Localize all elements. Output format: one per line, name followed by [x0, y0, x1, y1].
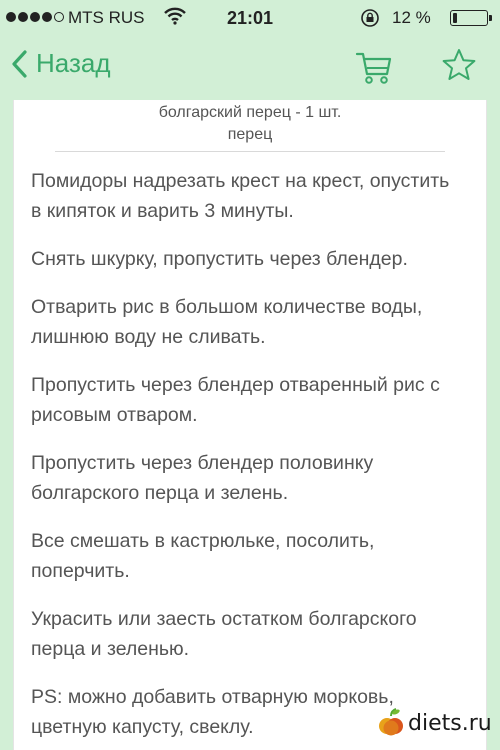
recipe-step: Все смешать в кастрюльке, посолить, поперчить. — [31, 530, 375, 582]
recipe-step: Украсить или заесть остатком болгарского перца и зеленью. — [31, 608, 417, 660]
recipe-steps — [14, 152, 486, 742]
back-button-label: Назад — [36, 48, 111, 78]
back-button[interactable] — [10, 48, 111, 79]
recipe-step: Пропустить через блендер отваренный рис с рисовым отваром. — [31, 374, 440, 426]
recipe-step: Снять шкурку, пропустить через блендер. — [31, 248, 408, 270]
recipe-content[interactable] — [13, 100, 487, 750]
carrier-name: MTS RUS — [68, 8, 145, 27]
cart-icon[interactable] — [355, 48, 393, 91]
recipe-step: Отварить рис в большом количестве воды, лишнюю воду не сливать. — [31, 296, 423, 348]
ingredients-list — [14, 102, 486, 146]
status-bar — [0, 0, 500, 36]
status-time: 21:01 — [226, 8, 274, 28]
battery-icon: ⚡ — [450, 10, 488, 26]
ingredient-line: перец — [227, 126, 273, 143]
apple-logo-icon — [378, 708, 404, 738]
watermark — [378, 708, 492, 738]
ingredient-line: болгарский перец - 1 шт. — [158, 104, 342, 121]
recipe-step: Пропустить через блендер половинку болгарского перца и зелень. — [31, 452, 374, 504]
watermark-text: diets.ru — [408, 710, 492, 736]
battery-percent: 12 % — [392, 8, 431, 27]
rotation-lock-icon — [360, 8, 380, 33]
navigation-bar — [0, 36, 500, 100]
favorite-star-icon[interactable] — [440, 46, 478, 89]
chevron-left-icon — [10, 49, 28, 79]
recipe-step: Помидоры надрезать крест на крест, опустить в кипяток и варить 3 минуты. — [31, 170, 450, 222]
recipe-step: PS: можно добавить отварную морковь, цветную капусту, свеклу. — [31, 686, 394, 738]
